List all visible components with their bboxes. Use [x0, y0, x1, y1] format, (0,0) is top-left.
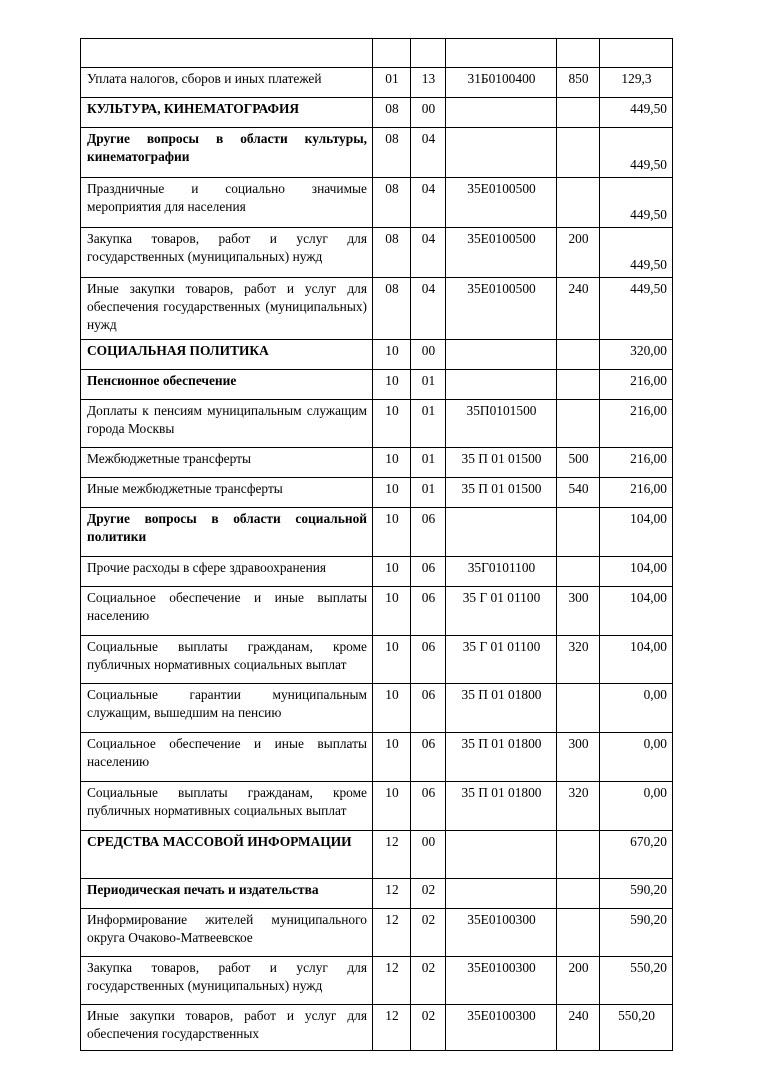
table-row	[81, 478, 673, 508]
row-subsection: 13	[411, 68, 446, 98]
row-expense-type	[557, 508, 600, 557]
row-expense-type: 200	[557, 957, 600, 1005]
row-amount: 550,20	[600, 957, 673, 1005]
table-row	[81, 128, 673, 178]
row-subsection: 04	[411, 128, 446, 178]
table-row	[81, 340, 673, 370]
row-name: Закупка товаров, работ и услуг для государственных (муниципальных) нужд	[81, 957, 373, 1005]
row-name: Социальное обеспечение и иные выплаты населению	[81, 587, 373, 636]
row-subsection: 06	[411, 733, 446, 782]
row-name: СОЦИАЛЬНАЯ ПОЛИТИКА	[81, 340, 373, 370]
row-target-code	[446, 370, 557, 400]
row-target-code	[446, 98, 557, 128]
row-name: Доплаты к пенсиям муниципальным служащим города Москвы	[81, 400, 373, 448]
row-target-code: 31Б0100400	[446, 68, 557, 98]
row-expense-type: 850	[557, 68, 600, 98]
table-row	[81, 178, 673, 228]
table-row	[81, 636, 673, 684]
row-expense-type	[557, 909, 600, 957]
row-target-code	[446, 39, 557, 68]
row-section: 10	[373, 478, 411, 508]
row-amount: 590,20	[600, 909, 673, 957]
row-target-code: 35 П 01 01500	[446, 448, 557, 478]
row-subsection: 02	[411, 879, 446, 909]
table-row	[81, 508, 673, 557]
row-expense-type	[557, 879, 600, 909]
table-row	[81, 957, 673, 1005]
row-section: 08	[373, 278, 411, 340]
row-section: 10	[373, 782, 411, 831]
row-target-code: 35Е0100500	[446, 278, 557, 340]
table-row	[81, 39, 673, 68]
row-expense-type: 240	[557, 278, 600, 340]
table-row	[81, 831, 673, 879]
row-amount: 216,00	[600, 478, 673, 508]
row-amount: 320,00	[600, 340, 673, 370]
row-section: 10	[373, 508, 411, 557]
row-name: Иные закупки товаров, работ и услуг для обеспечения государственных (муниципальных) нужд	[81, 278, 373, 340]
row-amount: 449,50	[600, 178, 673, 228]
row-expense-type: 500	[557, 448, 600, 478]
row-expense-type	[557, 684, 600, 733]
row-section	[373, 39, 411, 68]
row-expense-type: 200	[557, 228, 600, 278]
row-subsection: 04	[411, 178, 446, 228]
row-target-code: 35П0101500	[446, 400, 557, 448]
row-amount: 104,00	[600, 587, 673, 636]
row-section: 12	[373, 879, 411, 909]
row-subsection	[411, 39, 446, 68]
row-subsection: 02	[411, 1005, 446, 1051]
row-subsection: 02	[411, 909, 446, 957]
row-expense-type: 300	[557, 587, 600, 636]
row-target-code: 35 П 01 01800	[446, 782, 557, 831]
row-name: КУЛЬТУРА, КИНЕМАТОГРАФИЯ	[81, 98, 373, 128]
row-expense-type: 320	[557, 782, 600, 831]
row-name: Межбюджетные трансферты	[81, 448, 373, 478]
row-name: Иные межбюджетные трансферты	[81, 478, 373, 508]
row-name: Социальные гарантии муниципальным служащим, вышедшим на пенсию	[81, 684, 373, 733]
row-name: Прочие расходы в сфере здравоохранения	[81, 557, 373, 587]
row-expense-type: 300	[557, 733, 600, 782]
row-subsection: 02	[411, 957, 446, 1005]
row-amount: 104,00	[600, 508, 673, 557]
row-expense-type	[557, 178, 600, 228]
table-row	[81, 228, 673, 278]
row-target-code: 35Е0100500	[446, 178, 557, 228]
row-amount: 104,00	[600, 636, 673, 684]
table-row	[81, 684, 673, 733]
row-target-code: 35Е0100300	[446, 909, 557, 957]
row-section: 10	[373, 340, 411, 370]
row-name: Пенсионное обеспечение	[81, 370, 373, 400]
row-section: 12	[373, 831, 411, 879]
row-name: Уплата налогов, сборов и иных платежей	[81, 68, 373, 98]
row-amount: 129,3	[600, 68, 673, 98]
table-row	[81, 557, 673, 587]
row-section: 10	[373, 733, 411, 782]
table-row	[81, 370, 673, 400]
row-amount: 0,00	[600, 684, 673, 733]
row-target-code: 35 Г 01 01100	[446, 636, 557, 684]
row-section: 10	[373, 557, 411, 587]
row-amount: 0,00	[600, 733, 673, 782]
row-section: 10	[373, 587, 411, 636]
row-expense-type: 240	[557, 1005, 600, 1051]
row-subsection: 00	[411, 98, 446, 128]
row-subsection: 06	[411, 508, 446, 557]
row-target-code: 35 Г 01 01100	[446, 587, 557, 636]
row-section: 12	[373, 909, 411, 957]
row-subsection: 06	[411, 557, 446, 587]
row-subsection: 01	[411, 448, 446, 478]
budget-table-body	[81, 39, 673, 1051]
row-section: 10	[373, 448, 411, 478]
row-amount: 216,00	[600, 448, 673, 478]
row-name: Другие вопросы в области социальной политики	[81, 508, 373, 557]
row-name: Другие вопросы в области культуры, кинематографии	[81, 128, 373, 178]
row-expense-type	[557, 98, 600, 128]
budget-table	[80, 38, 673, 1051]
row-amount: 449,50	[600, 128, 673, 178]
row-expense-type	[557, 370, 600, 400]
row-target-code	[446, 831, 557, 879]
row-subsection: 01	[411, 370, 446, 400]
row-subsection: 00	[411, 831, 446, 879]
table-row	[81, 448, 673, 478]
row-expense-type	[557, 557, 600, 587]
row-subsection: 06	[411, 782, 446, 831]
table-row	[81, 782, 673, 831]
table-row	[81, 278, 673, 340]
row-subsection: 04	[411, 278, 446, 340]
row-target-code: 35Е0100300	[446, 1005, 557, 1051]
row-amount: 449,50	[600, 278, 673, 340]
row-name: Праздничные и социально значимые мероприятия для населения	[81, 178, 373, 228]
row-subsection: 06	[411, 684, 446, 733]
row-section: 08	[373, 128, 411, 178]
row-expense-type: 320	[557, 636, 600, 684]
row-section: 08	[373, 228, 411, 278]
row-expense-type	[557, 128, 600, 178]
row-name: Социальные выплаты гражданам, кроме публичных нормативных социальных выплат	[81, 782, 373, 831]
row-section: 12	[373, 1005, 411, 1051]
row-section: 01	[373, 68, 411, 98]
row-target-code	[446, 340, 557, 370]
row-target-code	[446, 879, 557, 909]
row-expense-type	[557, 400, 600, 448]
row-subsection: 01	[411, 478, 446, 508]
table-row	[81, 909, 673, 957]
row-section: 12	[373, 957, 411, 1005]
row-target-code: 35 П 01 01800	[446, 684, 557, 733]
row-subsection: 06	[411, 587, 446, 636]
row-target-code	[446, 128, 557, 178]
row-name: Социальное обеспечение и иные выплаты населению	[81, 733, 373, 782]
table-row	[81, 1005, 673, 1051]
table-row	[81, 879, 673, 909]
row-section: 10	[373, 400, 411, 448]
row-subsection: 04	[411, 228, 446, 278]
row-expense-type	[557, 340, 600, 370]
row-target-code	[446, 508, 557, 557]
row-name: Закупка товаров, работ и услуг для государственных (муниципальных) нужд	[81, 228, 373, 278]
row-name: Периодическая печать и издательства	[81, 879, 373, 909]
row-section: 08	[373, 178, 411, 228]
row-section: 10	[373, 636, 411, 684]
row-amount: 0,00	[600, 782, 673, 831]
table-row	[81, 68, 673, 98]
row-name: Иные закупки товаров, работ и услуг для обеспечения государственных	[81, 1005, 373, 1051]
table-row	[81, 98, 673, 128]
row-name: Социальные выплаты гражданам, кроме публичных нормативных социальных выплат	[81, 636, 373, 684]
row-expense-type	[557, 39, 600, 68]
row-target-code: 35Е0100500	[446, 228, 557, 278]
row-section: 08	[373, 98, 411, 128]
row-subsection: 06	[411, 636, 446, 684]
row-expense-type: 540	[557, 478, 600, 508]
row-name	[81, 39, 373, 68]
row-expense-type	[557, 831, 600, 879]
row-name: Информирование жителей муниципального округа Очаково-Матвеевское	[81, 909, 373, 957]
row-target-code: 35 П 01 01800	[446, 733, 557, 782]
table-row	[81, 400, 673, 448]
row-subsection: 00	[411, 340, 446, 370]
row-section: 10	[373, 684, 411, 733]
row-name: СРЕДСТВА МАССОВОЙ ИНФОРМАЦИИ	[81, 831, 373, 879]
row-target-code: 35Е0100300	[446, 957, 557, 1005]
row-amount: 449,50	[600, 98, 673, 128]
row-subsection: 01	[411, 400, 446, 448]
row-section: 10	[373, 370, 411, 400]
row-amount: 670,20	[600, 831, 673, 879]
row-amount: 550,20	[600, 1005, 673, 1051]
row-amount: 216,00	[600, 400, 673, 448]
row-amount: 216,00	[600, 370, 673, 400]
row-target-code: 35 П 01 01500	[446, 478, 557, 508]
row-amount	[600, 39, 673, 68]
row-amount: 590,20	[600, 879, 673, 909]
table-row	[81, 733, 673, 782]
row-target-code: 35Г0101100	[446, 557, 557, 587]
row-amount: 104,00	[600, 557, 673, 587]
table-row	[81, 587, 673, 636]
row-amount: 449,50	[600, 228, 673, 278]
